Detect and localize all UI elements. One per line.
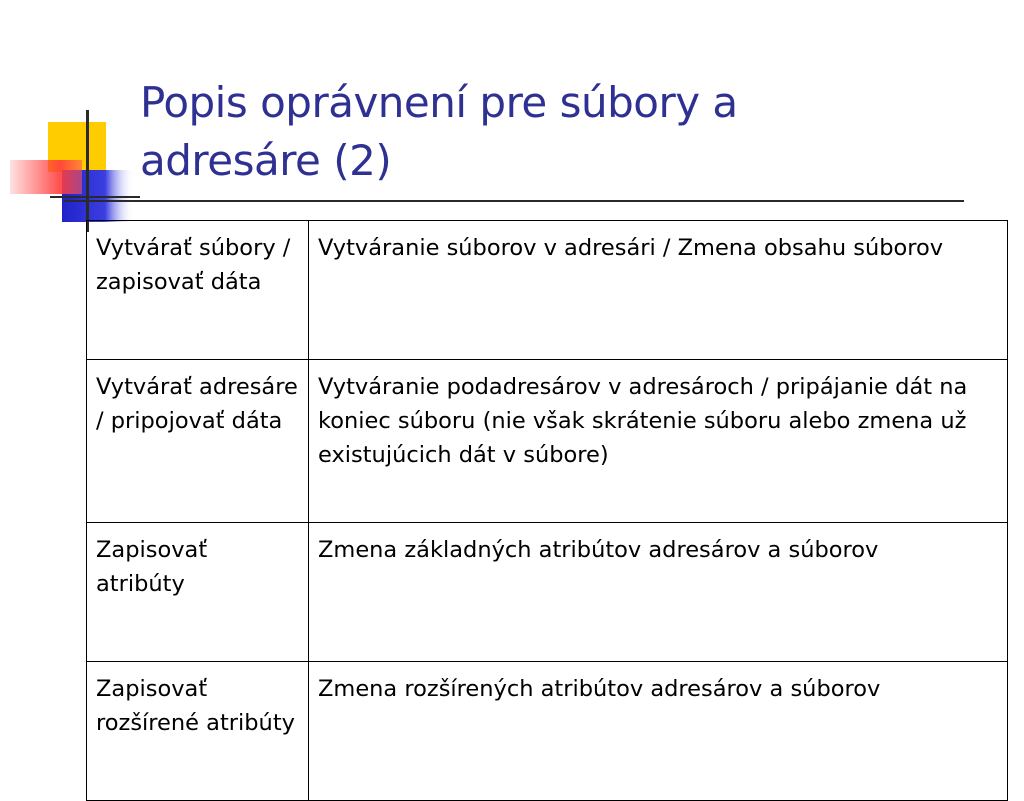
table-row	[87, 523, 1008, 662]
table-row	[87, 221, 1008, 360]
permissions-table	[86, 220, 1008, 801]
decorative-squares-logo	[0, 0, 140, 240]
logo-horizontal-line	[50, 196, 140, 198]
title-line-1: Popis oprávnení pre súbory a	[140, 78, 738, 127]
logo-vertical-line	[86, 110, 89, 232]
description-cell: Vytváranie súborov v adresári / Zmena obsahu súborov	[309, 221, 1008, 360]
description-cell: Zmena základných atribútov adresárov a súborov	[309, 523, 1008, 662]
table-row	[87, 662, 1008, 801]
description-cell: Zmena rozšírených atribútov adresárov a súborov	[309, 662, 1008, 801]
description-cell: Vytváranie podadresárov v adresároch / pripájanie dát na koniec súboru (nie však skrátenie súboru alebo zmena už existujúcich dát v súbore)	[309, 360, 1008, 523]
permission-cell: Vytvárať adresáre / pripojovať dáta	[87, 360, 309, 523]
permission-cell: Vytvárať súbory / zapisovať dáta	[87, 221, 309, 360]
red-bar	[10, 160, 82, 194]
table-row	[87, 360, 1008, 523]
title-line-2: adresáre (2)	[140, 136, 392, 185]
title-underline	[64, 200, 964, 202]
permission-cell: Zapisovať atribúty	[87, 523, 309, 662]
permission-cell: Zapisovať rozšírené atribúty	[87, 662, 309, 801]
slide-title	[140, 74, 1000, 190]
